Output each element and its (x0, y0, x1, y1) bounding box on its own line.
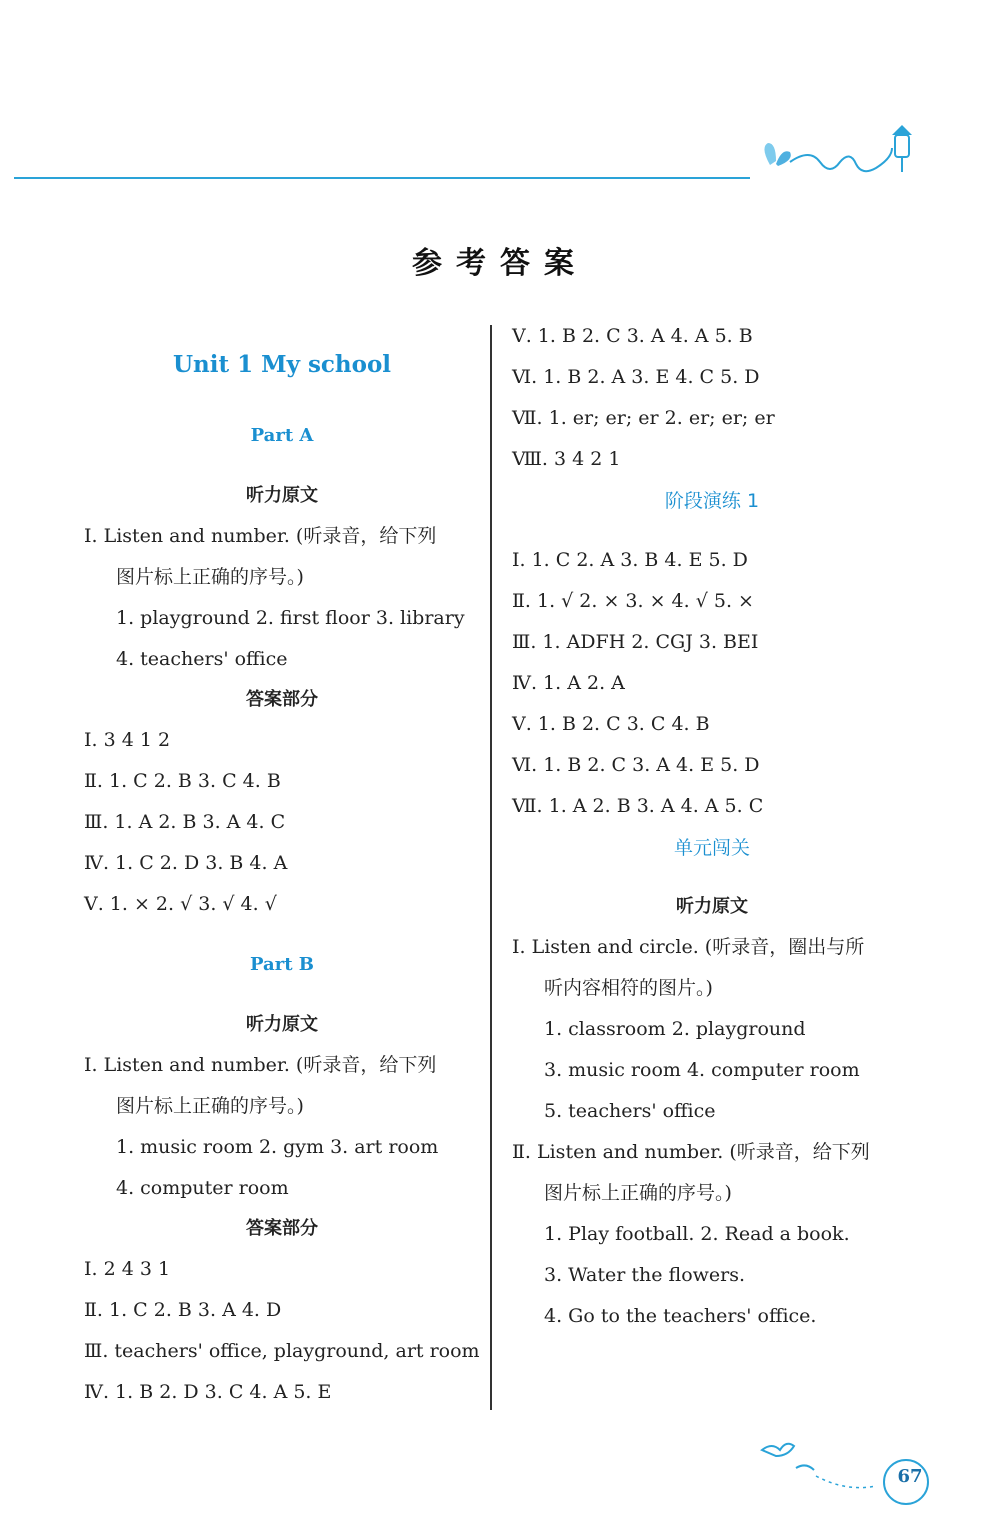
stage-answer: Ⅵ. 1. B 2. C 3. A 4. E 5. D (512, 754, 760, 776)
continued-answer: Ⅵ. 1. B 2. A 3. E 4. C 5. D (512, 366, 760, 388)
part-b-answer: Ⅱ. 1. C 2. B 3. A 4. D (84, 1299, 282, 1321)
part-a-answer: Ⅰ. 3 4 1 2 (84, 729, 171, 751)
part-a-q1-line1: Ⅰ. Listen and number. (听录音，给下列 (84, 525, 437, 547)
unit-test-q2-item: 1. Play football. 2. Read a book. (544, 1223, 850, 1245)
column-divider (490, 325, 492, 1410)
part-b-q1-line2: 图片标上正确的序号。) (116, 1095, 304, 1117)
part-a-listening-heading: 听力原文 (246, 485, 318, 506)
page-title: 参考答案 (412, 246, 588, 281)
part-a-q1-line2: 图片标上正确的序号。) (116, 566, 304, 588)
stage-answer: Ⅶ. 1. A 2. B 3. A 4. A 5. C (512, 795, 764, 817)
part-b-answers-heading: 答案部分 (246, 1218, 318, 1239)
part-b-answer: Ⅳ. 1. B 2. D 3. C 4. A 5. E (84, 1381, 332, 1403)
unit-test-q2-line1: Ⅱ. Listen and number. (听录音，给下列 (512, 1141, 870, 1163)
page-number: 67 (897, 1466, 923, 1487)
left-column (84, 330, 480, 1413)
stage-answer: Ⅲ. 1. ADFH 2. CGJ 3. BEI (512, 631, 759, 653)
bird-page-ornament (756, 1420, 996, 1520)
unit-test-q1-item: 3. music room 4. computer room (544, 1059, 860, 1081)
header-rule (14, 177, 750, 179)
unit-test-q2-line2: 图片标上正确的序号。) (544, 1182, 732, 1204)
part-a-answer: Ⅴ. 1. × 2. √ 3. √ 4. √ (84, 893, 277, 915)
unit-title: Unit 1 My school (172, 351, 392, 378)
unit-test-q1-item: 1. classroom 2. playground (544, 1018, 806, 1040)
stage-practice-title: 阶段演练 1 (664, 490, 760, 512)
part-b-q1-items-1: 1. music room 2. gym 3. art room (116, 1136, 439, 1158)
continued-answer: Ⅴ. 1. B 2. C 3. A 4. A 5. B (512, 325, 753, 347)
part-a-title: Part A (250, 425, 314, 446)
stage-answer: Ⅴ. 1. B 2. C 3. C 4. B (512, 713, 710, 735)
stage-answer: Ⅰ. 1. C 2. A 3. B 4. E 5. D (512, 549, 748, 571)
part-b-title: Part B (250, 954, 314, 975)
unit-test-q1-item: 5. teachers' office (544, 1100, 716, 1122)
right-column (512, 316, 912, 1337)
unit-test-listening-heading: 听力原文 (676, 896, 748, 917)
part-b-q1-items-2: 4. computer room (116, 1177, 289, 1199)
unit-test-title: 单元闯关 (673, 837, 750, 859)
part-b-listening-heading: 听力原文 (246, 1014, 318, 1035)
part-a-answer: Ⅳ. 1. C 2. D 3. B 4. A (84, 852, 288, 874)
part-b-q1-line1: Ⅰ. Listen and number. (听录音，给下列 (84, 1054, 437, 1076)
part-a-answers-heading: 答案部分 (246, 689, 318, 710)
unit-test-q2-item: 3. Water the flowers. (544, 1264, 746, 1286)
unit-test-q2-item: 4. Go to the teachers' office. (544, 1305, 817, 1327)
stage-answer: Ⅱ. 1. √ 2. × 3. × 4. √ 5. × (512, 590, 754, 612)
continued-answer: Ⅶ. 1. er; er; er 2. er; er; er (512, 407, 775, 429)
unit-test-q1-line2: 听内容相符的图片。) (544, 977, 713, 999)
part-b-answer: Ⅰ. 2 4 3 1 (84, 1258, 171, 1280)
part-b-answer: Ⅲ. teachers' office, playground, art room (84, 1340, 480, 1362)
part-a-answer: Ⅲ. 1. A 2. B 3. A 4. C (84, 811, 286, 833)
stage-answer: Ⅳ. 1. A 2. A (512, 672, 625, 694)
part-a-q1-items-2: 4. teachers' office (116, 648, 288, 670)
part-a-answer: Ⅱ. 1. C 2. B 3. C 4. B (84, 770, 281, 792)
butterfly-lantern-ornament (740, 120, 940, 190)
part-a-q1-items-1: 1. playground 2. first floor 3. library (116, 607, 465, 629)
continued-answer: Ⅷ. 3 4 2 1 (512, 448, 621, 470)
unit-test-q1-line1: Ⅰ. Listen and circle. (听录音，圈出与所 (512, 936, 865, 958)
